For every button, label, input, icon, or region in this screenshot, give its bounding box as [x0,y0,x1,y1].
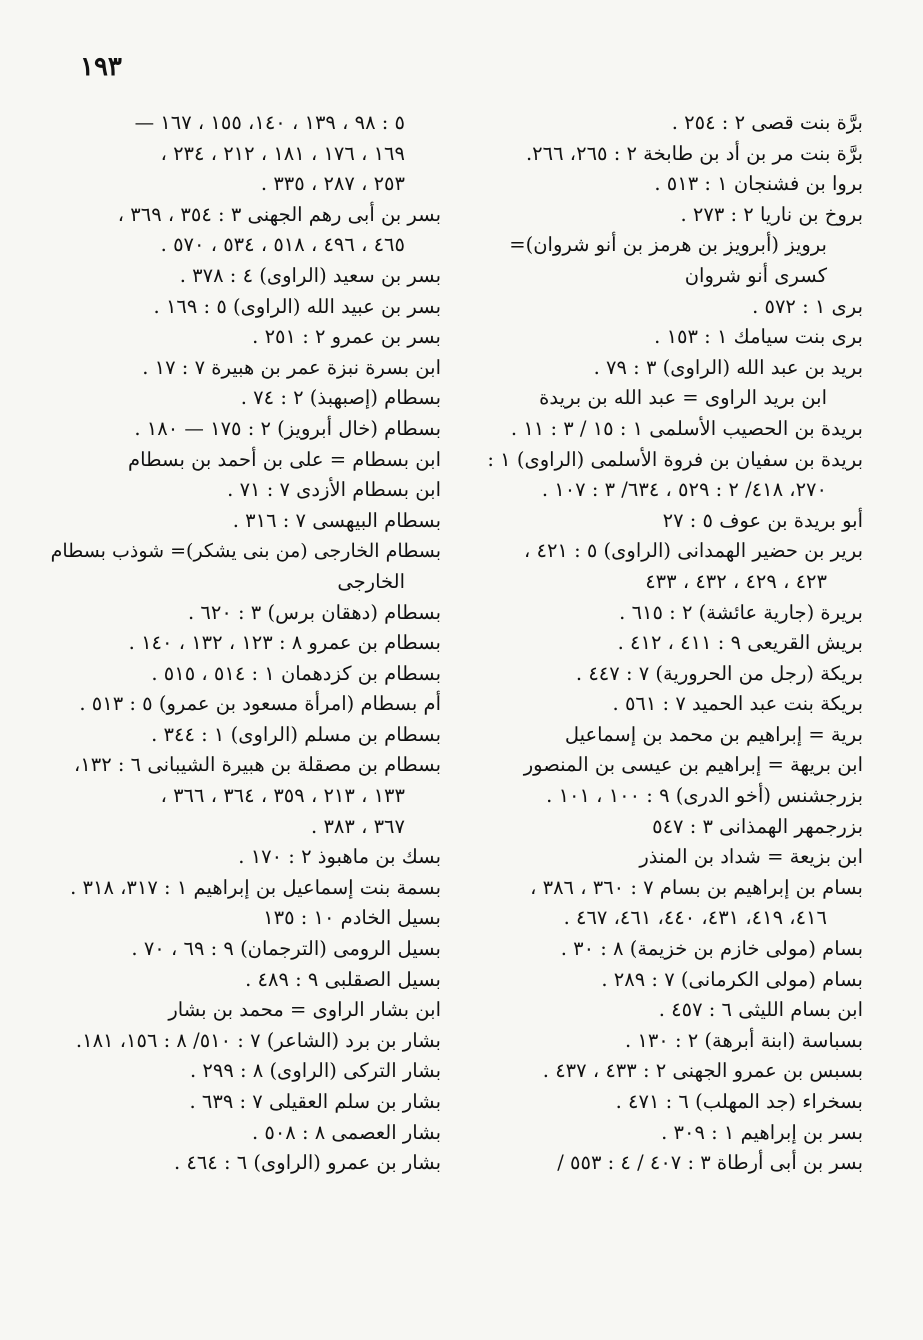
index-entry: ٤٢٣ ، ٤٢٩ ، ٤٣٢ ، ٤٣٣ [645,569,827,593]
index-entry: بريش القريعى ٩ : ٤١١ ، ٤١٢ . [617,631,863,655]
index-entry: بسمة بنت إسماعيل بن إبراهيم ١ : ٣١٧، ٣١٨ . [70,875,441,899]
index-entry: بسر بن أبى أرطاة ٣ : ٤٠٧ / ٤ : ٥٥٣ / [557,1151,863,1175]
index-entry: بريكة (رجل من الحرورية) ٧ : ٤٤٧ . [575,661,863,685]
index-column-right [458,108,863,1179]
index-entry: بريدة بن الحصيب الأسلمى ١ : ١٥ / ٣ : ١١ . [510,416,863,440]
index-entry: الخارجى [337,569,405,593]
index-entry: ٤١٦، ٤١٩، ٤٣١، ٤٤٠، ٤٦١، ٤٦٧ . [563,906,827,930]
index-entry: بسر بن سعيد (الراوى) ٤ : ٣٧٨ . [179,263,441,287]
index-entry: بسام (مولى خازم بن خزيمة) ٨ : ٣٠ . [560,937,863,961]
index-entry: بسيل الصقلبى ٩ : ٤٨٩ . [245,967,441,991]
index-entry: ابن بريد الراوى = عبد الله بن بريدة [539,386,827,410]
index-entry: ابن بسطام الأزدى ٧ : ٧١ . [227,478,441,502]
index-entry: برَّة بنت قصى ٢ : ٢٥٤ . [671,111,863,134]
index-entry: ١٣٣ ، ٢١٣ ، ٣٥٩ ، ٣٦٤ ، ٣٦٦ ، [160,784,405,808]
index-entry: برى بنت سيامك ١ : ١٥٣ . [654,325,863,349]
index-entry: بسبس بن عمرو الجهنى ٢ : ٤٣٣ ، ٤٣٧ . [542,1059,863,1083]
index-entry: بسر بن عبيد الله (الراوى) ٥ : ١٦٩ . [153,294,441,318]
index-entry: بسك بن ماهبوذ ٢ : ١٧٠ . [238,845,441,869]
index-entry: ابن بسرة نبزة عمر بن هبيرة ٧ : ١٧ . [142,355,441,379]
index-entry: ابن بشار الراوى = محمد بن بشار [168,998,441,1022]
index-entry: بسر بن إبراهيم ١ : ٣٠٩ . [661,1120,863,1144]
index-entry: برويز (أبرويز بن هرمز بن أنو شروان)= [509,233,827,257]
index-entry: ١٦٩ ، ١٧٦ ، ١٨١ ، ٢١٢ ، ٢٣٤ ، [160,141,405,165]
index-entry: بشار العصمى ٨ : ٥٠٨ . [251,1120,441,1144]
index-entry: أم بسطام (امرأة مسعود بن عمرو) ٥ : ٥١٣ . [79,692,441,716]
index-entry: بسام (مولى الكرمانى) ٧ : ٢٨٩ . [601,967,863,991]
index-entry: بسطام بن عمرو ٨ : ١٢٣ ، ١٣٢ ، ١٤٠ . [128,631,441,655]
index-entry: بريدة بن سفيان بن فروة الأسلمى (الراوى) ١ : [487,447,863,471]
index-entry: بريكة بنت عبد الحميد ٧ : ٥٦١ . [612,692,863,716]
index-entry: بشار بن برد (الشاعر) ٧ : ٥١٠/ ٨ : ١٥٦، ١٨١. [75,1028,441,1052]
index-entry: بزرجمهر الهمذانى ٣ : ٥٤٧ [652,814,863,838]
index-entry: بسيل الخادم ١٠ : ١٣٥ [263,906,441,930]
index-entry: بسر بن أبى رهم الجهنى ٣ : ٣٥٤ ، ٣٦٩ ، [117,202,441,226]
index-entry: برير بن حضير الهمدانى (الراوى) ٥ : ٤٢١ ، [523,539,863,563]
page-number: ١٩٣ [80,52,122,82]
index-entry: برى ١ : ٥٧٢ . [752,294,863,318]
index-entry: بسطام الخارجى (من بنى يشكر)= شوذب بسطام [50,540,441,563]
index-entry: بشار بن سلم العقيلى ٧ : ٦٣٩ . [189,1090,441,1113]
index-entry: بسطام (دهقان برس) ٣ : ٦٢٠ . [187,600,441,624]
index-entry: ابن بريهة = إبراهيم بن عيسى بن المنصور [523,753,863,777]
index-entry: ٢٥٣ ، ٢٨٧ ، ٣٣٥ . [260,172,405,196]
index-entry: بزرجشنس (أخو الدرى) ٩ : ١٠٠ ، ١٠١ . [546,784,863,808]
index-entry: بريد بن عبد الله (الراوى) ٣ : ٧٩ . [593,355,863,379]
index-entry: بشار التركى (الراوى) ٨ : ٢٩٩ . [189,1059,441,1083]
index-entry: برَّة بنت مر بن أد بن طابخة ٢ : ٢٦٥، ٢٦٦. [525,141,863,165]
index-entry: بشار بن عمرو (الراوى) ٦ : ٤٦٤ . [173,1151,441,1175]
index-entry: بسباسة (ابنة أبرهة) ٢ : ١٣٠ . [624,1028,863,1052]
index-entry: ٤٦٥ ، ٤٩٦ ، ٥١٨ ، ٥٣٤ ، ٥٧٠ . [160,233,405,257]
index-entry: بسطام بن كزدهمان ١ : ٥١٤ ، ٥١٥ . [151,661,441,685]
index-entry: ابن بسام الليثى ٦ : ٤٥٧ . [658,998,863,1022]
index-entry: بروا بن فشنجان ١ : ٥١٣ . [654,172,863,196]
index-entry: كسرى أنو شروان [684,263,827,287]
index-entry: بسطام البيهسى ٧ : ٣١٦ . [232,508,441,532]
index-entry: أبو بريدة بن عوف ٥ : ٢٧ [662,508,863,532]
index-entry: بسطام (خال أبرويز) ٢ : ١٧٥ — ١٨٠ . [134,416,441,440]
index-entry: بسيل الرومى (الترجمان) ٩ : ٦٩ ، ٧٠ . [131,937,441,961]
index-entry: بريرة (جارية عائشة) ٢ : ٦١٥ . [619,600,863,624]
index-entry: بسر بن عمرو ٢ : ٢٥١ . [252,325,441,349]
index-entry: ابن بزيعة = شداد بن المنذر [639,845,863,869]
index-entry: بروخ بن ناريا ٢ : ٢٧٣ . [680,202,863,226]
index-entry: بسخراء (جد المهلب) ٦ : ٤٧١ . [615,1090,863,1113]
index-entry: بسطام بن مصقلة بن هبيرة الشيبانى ٦ : ١٣٢، [73,753,441,777]
index-entry: ٣٦٧ ، ٣٨٣ . [311,814,405,838]
index-entry: بسام بن إبراهيم بن بسام ٧ : ٣٦٠ ، ٣٨٦ ، [530,875,863,899]
index-entry: ٥ : ٩٨ ، ١٣٩ ، ١٤٠، ١٥٥ ، ١٦٧ — [134,111,405,134]
index-column-left [41,108,441,1179]
index-entry: بسطام (إصبهبذ) ٢ : ٧٤ . [240,386,441,410]
index-entry: ابن بسطام = على بن أحمد بن بسطام [128,447,441,471]
index-entry: بسطام بن مسلم (الراوى) ١ : ٣٤٤ . [151,722,441,746]
index-entry: برية = إبراهيم بن محمد بن إسماعيل [564,722,863,746]
index-entry: ٢٧٠، ٤١٨/ ٢ : ٥٢٩ ، ٦٣٤/ ٣ : ١٠٧ . [541,478,827,502]
